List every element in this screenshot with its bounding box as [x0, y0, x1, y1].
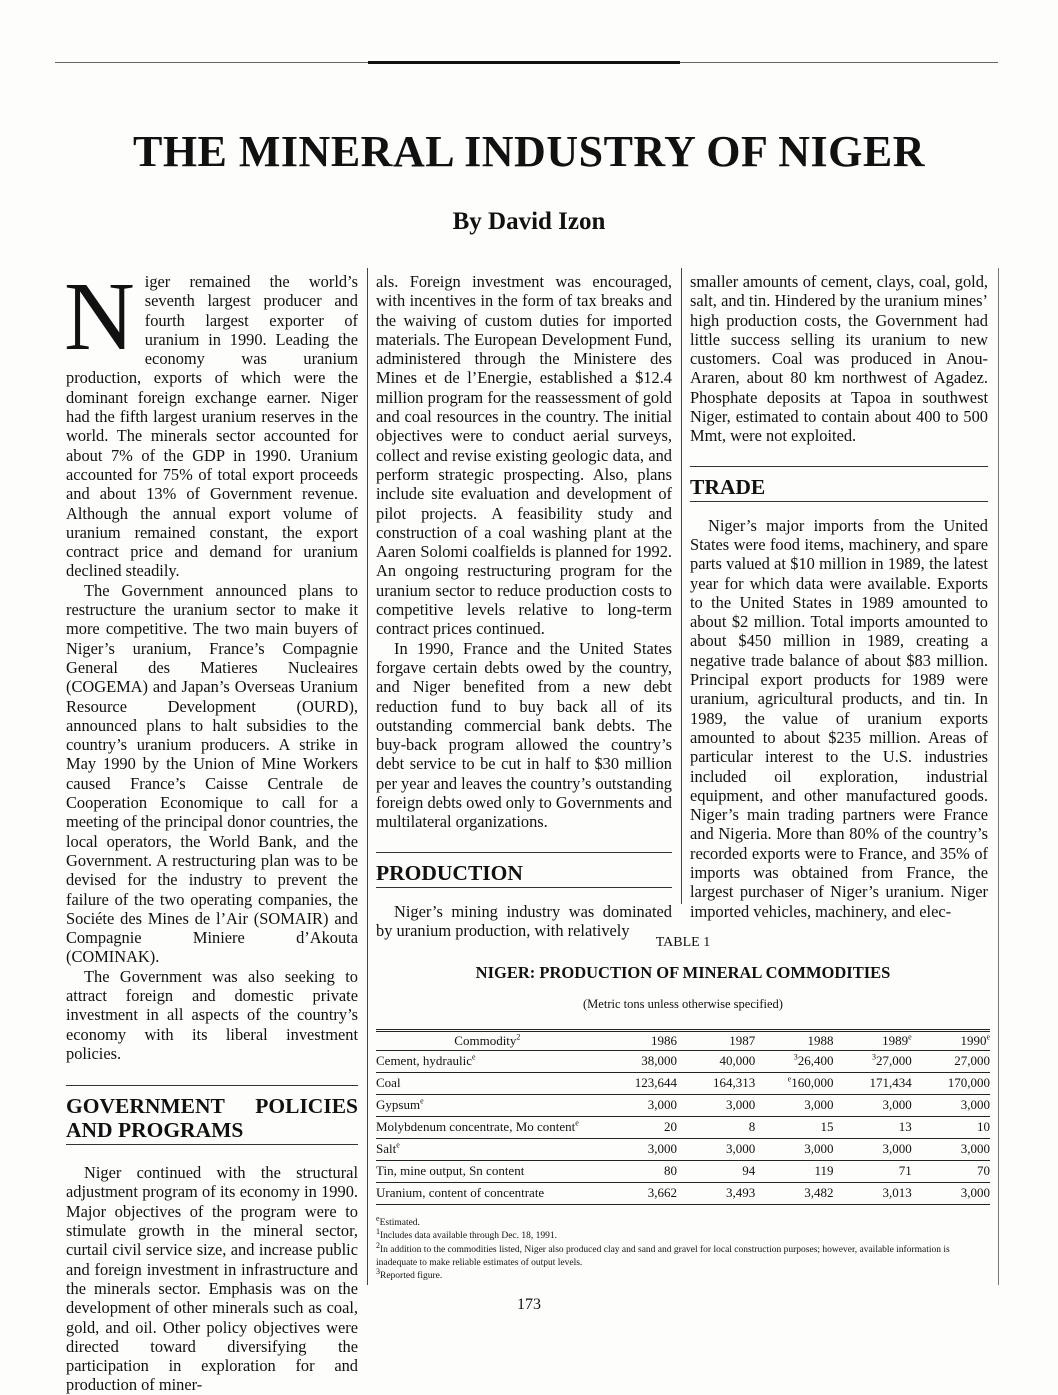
column-header-year: 1986: [599, 1031, 677, 1051]
value-cell: 3,000: [755, 1095, 833, 1117]
paragraph: Niger’s major imports from the United States were food items, machinery, and spare parts valued at $10 million in 1989, the latest year for which data were available. Exports to the United States in 1989 amounted to about $2 million. Total imports amounted to about $450 million in 1989, creating a negative trade balance of about $83 million. Principal export products for 1989 were uranium, agricultural products, and tin. In 1989, the value of uranium exports amounted to about $235 million. Areas of particular interest to the U.S. industries included oil exploration, industrial equipment, and other manufactured goods. Niger’s main trading partners were France and Nigeria. More than 80% of the country’s recorded exports were to France, and 35% of imports was obtained from France, the largest purchaser of Niger’s uranium. Niger imported vehicles, machinery, and elec-: [690, 515, 988, 921]
value-cell: 3,000: [912, 1095, 990, 1117]
paragraph: The Government announced plans to restructure the uranium sector to make it more competitive. The two main buyers of Niger’s uranium, France’s Compagnie General des Matieres Nucleaires (COGEMA) and Japan’s Overseas Uranium Resource Development (OURD), announced plans to halt subsidies to the country’s uranium producers. A strike in May 1990 by the Union of Mine Workers caused France’s Caisse Centrale de Cooperation Economique to call for a meeting of the principal donor countries, the local operators, the World Bank, and the Government. A restructuring plan was to be devised for the industry to prevent the failure of the two operating companies, the Sociéte des Mines de l’Air (SOMAIR) and Compagnie Miniere d’Akouta (COMINAK).: [66, 580, 358, 967]
footnote: $^2$In addition to the commodities listed, Niger also produced clay and sand and gravel for local construction purposes; however, available information is inadequate to make reliable estimates of output levels.: [376, 1240, 950, 1268]
value-cell: 20: [599, 1117, 677, 1139]
value-cell: $^e$160,000: [755, 1073, 833, 1095]
table-row: [376, 1161, 990, 1183]
column-2: [376, 272, 672, 940]
value-cell: 3,482: [755, 1183, 833, 1205]
table-row: [376, 1051, 990, 1073]
paragraph: Niger’s mining industry was dominated by uranium production, with relatively: [376, 901, 672, 940]
column-header-year: 1988: [755, 1031, 833, 1051]
table-subtitle: (Metric tons unless otherwise specified): [583, 997, 783, 1011]
page-number: 173: [517, 1296, 541, 1313]
column-header-year: 1990e: [912, 1031, 990, 1051]
table-row: [376, 1139, 990, 1161]
value-cell: 3,000: [912, 1183, 990, 1205]
table-row: [376, 1095, 990, 1117]
value-cell: 164,313: [677, 1073, 755, 1095]
intro-paragraph: Niger remained the world’s seventh largest producer and fourth largest exporter of uranium in 1990. Leading the economy was uranium production, exports of which were the dominant foreign exchange earner. Niger had the fifth largest uranium reserves in the world. The minerals sector accounted for about 7% of the GDP in 1990. Uranium accounted for 75% of total export proceeds and about 13% of Government revenue. Although the annual export volume of uranium remained constant, the export contract price and demand for uranium declined steadily.: [64, 263, 358, 581]
value-cell: 8: [677, 1117, 755, 1139]
value-cell: 80: [599, 1161, 677, 1183]
value-cell: 3,000: [912, 1139, 990, 1161]
value-cell: 40,000: [677, 1051, 755, 1073]
column-1: [64, 263, 358, 1395]
column-divider: [681, 268, 682, 904]
value-cell: 15: [755, 1117, 833, 1139]
table-footnotes: [376, 1213, 990, 1283]
footnote: $^e$Estimated.: [376, 1213, 420, 1228]
paragraph: smaller amounts of cement, clays, coal, gold, salt, and tin. Hindered by the uranium mines’ high production costs, the Government had little success selling its uranium to new customers. Coal was produced in Anou-Araren, about 80 km northwest of Agadez. Phosphate deposits at Tapoa in southwest Niger, estimated to contain about 400 to 500 Mmt, were not exploited.: [690, 272, 988, 446]
value-cell: 3,000: [677, 1139, 755, 1161]
value-cell: 3,000: [599, 1139, 677, 1161]
commodity-cell: Gypsum$^e$: [376, 1095, 599, 1117]
table-body: [376, 1051, 990, 1205]
value-cell: 3,013: [833, 1183, 911, 1205]
commodity-cell: Molybdenum concentrate, Mo content$^e$: [376, 1117, 599, 1139]
page-title: THE MINERAL INDUSTRY OF NIGER: [132, 127, 926, 176]
paragraph: als. Foreign investment was encouraged, with incentives in the form of tax breaks and the waiving of custom duties for imported materials. The European Development Fund, administered through the Ministere des Mines et de l’Energie, established a $12.4 million program for the reassessment of gold and coal resources in the country. The initial objectives were to conduct aerial surveys, collect and revise existing geologic data, and perform strategic prospecting. Also, plans include site evaluation and development of pilot projects. A feasibility study and construction of a coal washing plant at the Aaren Solomi coalfields is planned for 1992. An ongoing restructuring program for the uranium sector to reduce production costs to competitive levels relative to long-term contract prices continued.: [376, 272, 672, 639]
table-row: [376, 1073, 990, 1095]
value-cell: 27,000: [912, 1051, 990, 1073]
top-rule-accent: [368, 61, 680, 64]
section-heading-government: GOVERNMENT POLICIES AND PROGRAMS: [66, 1085, 358, 1145]
commodity-cell: Cement, hydraulic$^e$: [376, 1051, 599, 1073]
value-cell: 123,644: [599, 1073, 677, 1095]
production-table: [376, 1029, 990, 1205]
column-header-year: 1987: [677, 1031, 755, 1051]
paragraph: In 1990, France and the United States forgave certain debts owed by the country, and Niger benefited from a new debt reduction fund to buy back all of its outstanding commercial bank debts. The buy-back program allowed the country’s debt service to be cut in half to $30 million per year and leaves the country’s outstanding foreign debts owed only to Governments and multilateral organizations.: [376, 638, 672, 832]
value-cell: 13: [833, 1117, 911, 1139]
value-cell: 38,000: [599, 1051, 677, 1073]
value-cell: 3,000: [833, 1095, 911, 1117]
value-cell: 70: [912, 1161, 990, 1183]
value-cell: $^3$26,400: [755, 1051, 833, 1073]
footnote: $^1$Includes data available through Dec. 18, 1991.: [376, 1227, 558, 1242]
table-title: NIGER: PRODUCTION OF MINERAL COMMODITIES: [475, 963, 891, 982]
value-cell: 3,000: [599, 1095, 677, 1117]
column-divider: [367, 268, 368, 1285]
footnote: $^3$Reported figure.: [376, 1267, 443, 1282]
value-cell: 3,000: [677, 1095, 755, 1117]
column-divider: [998, 268, 999, 1285]
table-1: [376, 935, 990, 1283]
value-cell: 3,493: [677, 1183, 755, 1205]
paragraph: Niger continued with the structural adjustment program of its economy in 1990. Major objectives of the program were to stimulate growth in the mineral sector, curtail civil service size, and increase public and foreign investment in infrastructure and the minerals sector. Emphasis was on the development of other minerals such as coal, gold, and oil. Other policy objectives were directed toward diversifying the participation in exploration for and production of miner-: [66, 1163, 358, 1395]
commodity-cell: Coal: [376, 1073, 599, 1095]
value-cell: $^3$27,000: [833, 1051, 911, 1073]
table-row: [376, 1117, 990, 1139]
table-row: [376, 1183, 990, 1205]
table-header-row: [376, 1031, 990, 1051]
value-cell: 3,000: [833, 1139, 911, 1161]
table-label: TABLE 1: [655, 935, 711, 950]
value-cell: 170,000: [912, 1073, 990, 1095]
section-heading-trade: TRADE: [690, 466, 988, 502]
section-heading-production: PRODUCTION: [376, 852, 672, 888]
column-3: [690, 272, 988, 921]
value-cell: 3,662: [599, 1183, 677, 1205]
value-cell: 71: [833, 1161, 911, 1183]
column-header-commodity: Commodity$^2$: [376, 1031, 599, 1051]
value-cell: 3,000: [755, 1139, 833, 1161]
column-header-year: 1989e: [833, 1031, 911, 1051]
paragraph: The Government was also seeking to attract foreign and domestic private investment in all aspects of the country’s economy with its liberal investment policies.: [66, 966, 358, 1063]
commodity-cell: Uranium, content of concentrate: [376, 1183, 599, 1205]
value-cell: 10: [912, 1117, 990, 1139]
value-cell: 171,434: [833, 1073, 911, 1095]
drop-cap: N: [64, 263, 135, 371]
byline: By David Izon: [452, 208, 606, 235]
commodity-cell: Tin, mine output, Sn content: [376, 1161, 599, 1183]
value-cell: 94: [677, 1161, 755, 1183]
value-cell: 119: [755, 1161, 833, 1183]
commodity-cell: Salt$^e$: [376, 1139, 599, 1161]
